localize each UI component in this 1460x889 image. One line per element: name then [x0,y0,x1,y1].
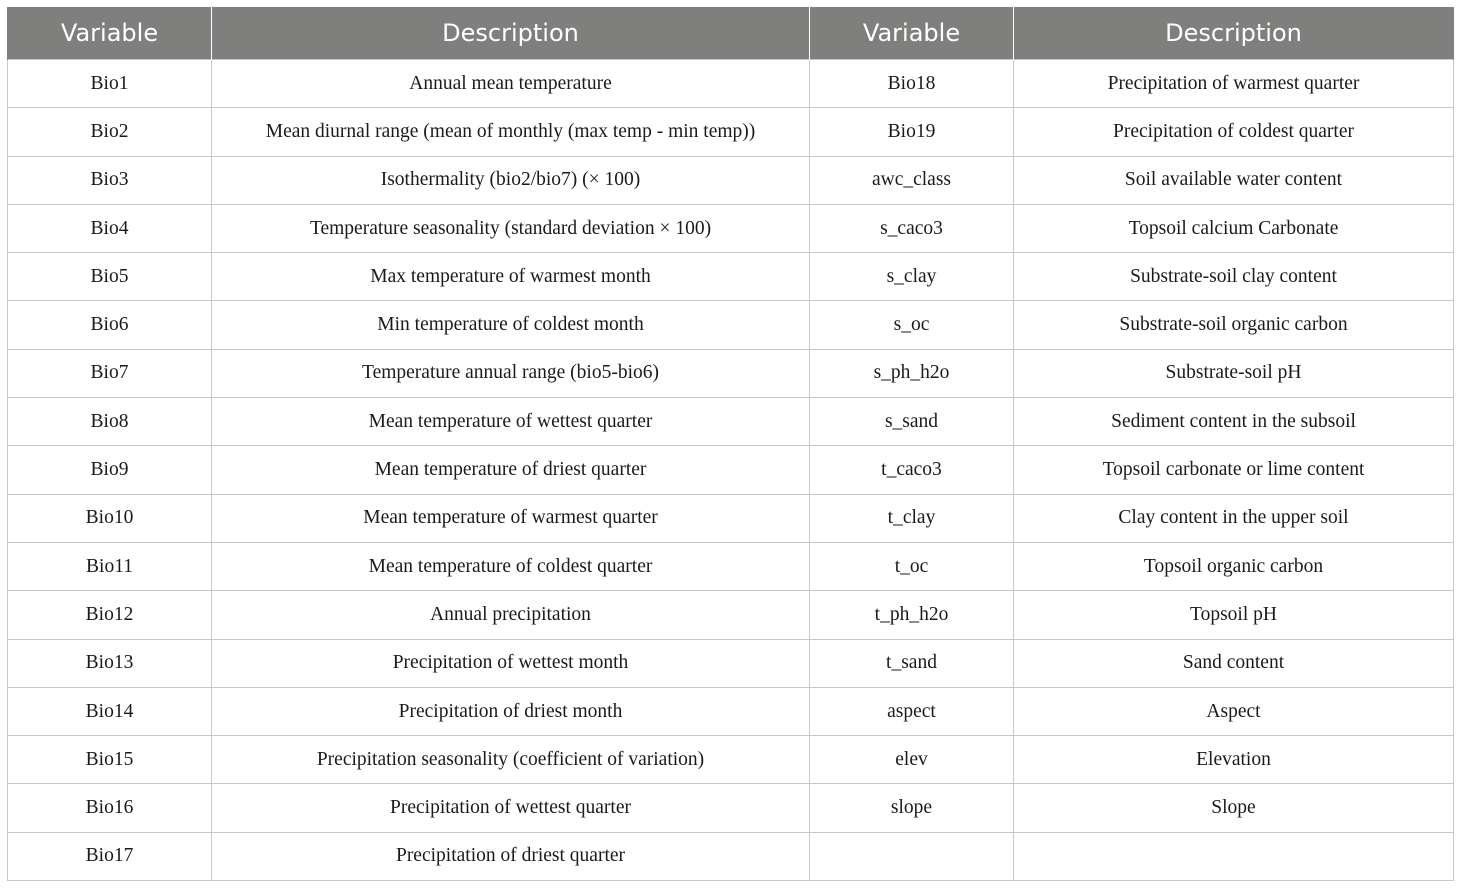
table-row [8,204,1454,252]
cell-description-right [1014,832,1454,880]
cell-description-left: Temperature annual range (bio5-bio6) [212,349,810,397]
cell-variable-right: t_ph_h2o [810,591,1014,639]
cell-description-right: Topsoil pH [1014,591,1454,639]
cell-variable-right: s_ph_h2o [810,349,1014,397]
cell-description-left: Mean temperature of coldest quarter [212,542,810,590]
cell-variable-left: Bio1 [8,60,212,108]
cell-variable-left: Bio10 [8,494,212,542]
cell-variable-right: t_caco3 [810,446,1014,494]
cell-variable-right: s_oc [810,301,1014,349]
cell-description-left: Mean temperature of driest quarter [212,446,810,494]
table-row [8,542,1454,590]
cell-description-right: Elevation [1014,736,1454,784]
cell-variable-left: Bio5 [8,253,212,301]
table-body [8,60,1454,881]
cell-variable-left: Bio14 [8,687,212,735]
cell-description-right: Topsoil organic carbon [1014,542,1454,590]
cell-variable-right: elev [810,736,1014,784]
cell-variable-left: Bio2 [8,108,212,156]
table-row [8,639,1454,687]
cell-description-left: Mean diurnal range (mean of monthly (max temp - min temp)) [212,108,810,156]
cell-variable-left: Bio6 [8,301,212,349]
cell-description-right: Soil available water content [1014,156,1454,204]
cell-description-left: Precipitation of wettest month [212,639,810,687]
cell-variable-right: s_caco3 [810,204,1014,252]
cell-description-right: Topsoil carbonate or lime content [1014,446,1454,494]
cell-variable-right: slope [810,784,1014,832]
table-row [8,108,1454,156]
cell-variable-right: t_oc [810,542,1014,590]
cell-variable-left: Bio13 [8,639,212,687]
variables-table [7,7,1454,881]
cell-description-right: Substrate-soil pH [1014,349,1454,397]
cell-description-left: Precipitation of driest quarter [212,832,810,880]
table-row [8,446,1454,494]
cell-variable-left: Bio3 [8,156,212,204]
cell-description-right: Clay content in the upper soil [1014,494,1454,542]
cell-description-right: Substrate-soil organic carbon [1014,301,1454,349]
header-description-2: Description [1014,7,1454,60]
table-row [8,687,1454,735]
table-row [8,156,1454,204]
table-row [8,349,1454,397]
cell-variable-right: t_sand [810,639,1014,687]
header-description-1: Description [212,7,810,60]
cell-description-left: Annual precipitation [212,591,810,639]
cell-description-left: Precipitation of driest month [212,687,810,735]
cell-description-right: Precipitation of coldest quarter [1014,108,1454,156]
table-row [8,736,1454,784]
cell-variable-right [810,832,1014,880]
variables-table-container [7,7,1453,881]
header-variable-2: Variable [810,7,1014,60]
cell-variable-right: Bio18 [810,60,1014,108]
table-row [8,494,1454,542]
cell-description-right: Aspect [1014,687,1454,735]
cell-description-left: Temperature seasonality (standard deviation × 100) [212,204,810,252]
table-row [8,301,1454,349]
cell-description-right: Substrate-soil clay content [1014,253,1454,301]
cell-description-right: Topsoil calcium Carbonate [1014,204,1454,252]
table-row [8,253,1454,301]
cell-description-left: Annual mean temperature [212,60,810,108]
cell-variable-left: Bio16 [8,784,212,832]
cell-description-right: Sand content [1014,639,1454,687]
cell-variable-right: awc_class [810,156,1014,204]
cell-variable-left: Bio15 [8,736,212,784]
cell-variable-left: Bio12 [8,591,212,639]
cell-variable-left: Bio4 [8,204,212,252]
cell-variable-left: Bio17 [8,832,212,880]
cell-variable-right: s_clay [810,253,1014,301]
cell-variable-left: Bio7 [8,349,212,397]
cell-variable-left: Bio9 [8,446,212,494]
cell-variable-right: Bio19 [810,108,1014,156]
cell-description-left: Precipitation of wettest quarter [212,784,810,832]
table-row [8,591,1454,639]
table-row [8,784,1454,832]
cell-description-left: Precipitation seasonality (coefficient of variation) [212,736,810,784]
cell-description-left: Isothermality (bio2/bio7) (× 100) [212,156,810,204]
cell-description-right: Precipitation of warmest quarter [1014,60,1454,108]
cell-description-left: Max temperature of warmest month [212,253,810,301]
cell-description-left: Mean temperature of warmest quarter [212,494,810,542]
table-row [8,60,1454,108]
cell-variable-right: t_clay [810,494,1014,542]
cell-description-left: Min temperature of coldest month [212,301,810,349]
header-row [8,7,1454,60]
header-variable-1: Variable [8,7,212,60]
cell-description-left: Mean temperature of wettest quarter [212,398,810,446]
cell-description-right: Sediment content in the subsoil [1014,398,1454,446]
table-row [8,398,1454,446]
cell-variable-right: s_sand [810,398,1014,446]
cell-variable-left: Bio8 [8,398,212,446]
table-row [8,832,1454,880]
cell-variable-right: aspect [810,687,1014,735]
cell-description-right: Slope [1014,784,1454,832]
cell-variable-left: Bio11 [8,542,212,590]
